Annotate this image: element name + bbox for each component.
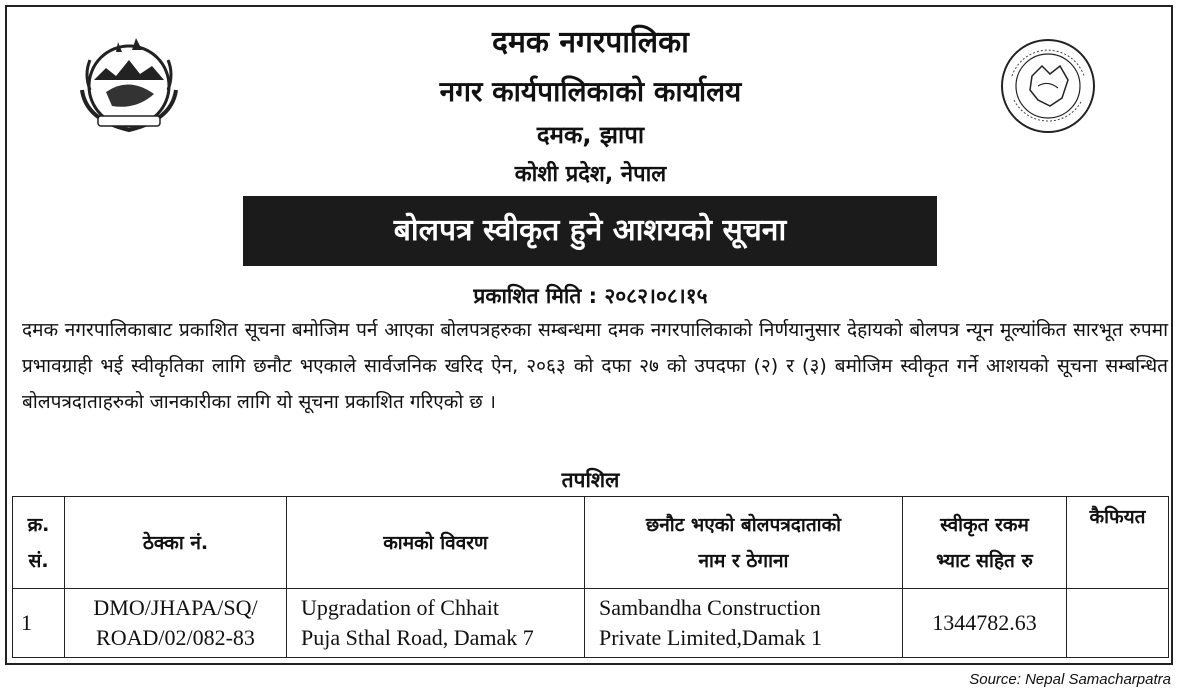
header-sn bbox=[13, 497, 65, 589]
header-bidder-line2: नाम र ठेगाना bbox=[698, 549, 789, 572]
cell-bidder-line1: Sambandha Construction bbox=[599, 595, 821, 620]
cell-description-line1: Upgradation of Chhait bbox=[301, 595, 499, 620]
cell-contract-no-line1: DMO/JHAPA/SQ/ bbox=[93, 595, 258, 620]
notice-body: दमक नगरपालिकाबाट प्रकाशित सूचना बमोजिम पर्न आएका बोलपत्रहरुका सम्बन्धमा दमक नगरपालिकाको निर्णयानुसार देहायको बोलपत्र न्यून मूल्यांकित सारभूत रुपमा प्रभावग्राही भई स्वीकृतिका लागि छनौट भएकाले सार्वजनिक खरिद ऐन, २०६३ को दफा २७ को उपदफा (२) र (३) बमोजिम स्वीकृत गर्ने आशयको सूचना सम्बन्धित बोलपत्रदाताहरुको जानकारीका लागि यो सूचना प्रकाशित गरिएको छ । bbox=[22, 319, 1168, 413]
source-credit: Source: Nepal Samacharpatra bbox=[969, 671, 1171, 688]
published-date: प्रकाशित मिति : २०८२।०८।१५ bbox=[473, 284, 708, 308]
header-bidder-line1: छनौट भएको बोलपत्रदाताको bbox=[645, 513, 842, 536]
header-contract-no: ठेक्का नं. bbox=[65, 497, 287, 589]
header-amount-line1: स्वीकृत रकम bbox=[940, 513, 1029, 536]
damak-municipality-seal-icon bbox=[998, 36, 1098, 136]
cell-contract-no-line2: ROAD/02/082-83 bbox=[96, 625, 255, 650]
cell-sn: 1 bbox=[13, 589, 65, 658]
cell-bidder-line2: Private Limited,Damak 1 bbox=[599, 625, 822, 650]
cell-amount: 1344782.63 bbox=[903, 589, 1067, 658]
cell-description bbox=[287, 589, 585, 658]
table-row bbox=[13, 589, 1169, 658]
notice-title: बोलपत्र स्वीकृत हुने आशयको सूचना bbox=[243, 196, 937, 266]
address-line: दमक, झापा bbox=[536, 121, 645, 149]
details-heading: तपशिल bbox=[561, 468, 620, 492]
header-amount bbox=[903, 497, 1067, 589]
header-sn-line1: क्र. bbox=[27, 513, 50, 536]
header-bidder bbox=[585, 497, 903, 589]
header-description: कामको विवरण bbox=[287, 497, 585, 589]
cell-remarks bbox=[1067, 589, 1169, 658]
cell-contract-no bbox=[65, 589, 287, 658]
table-header-row bbox=[13, 497, 1169, 589]
office-name: नगर कार्यपालिकाको कार्यालय bbox=[439, 75, 742, 108]
cell-description-line2: Puja Sthal Road, Damak 7 bbox=[301, 625, 534, 650]
cell-bidder bbox=[585, 589, 903, 658]
municipality-name: दमक नगरपालिका bbox=[492, 25, 689, 60]
province-line: कोशी प्रदेश, नेपाल bbox=[514, 162, 667, 187]
header-remarks: कैफियत bbox=[1067, 497, 1169, 589]
header-sn-line2: सं. bbox=[28, 549, 49, 572]
header-amount-line2: भ्याट सहित रु bbox=[936, 549, 1033, 572]
award-table bbox=[12, 496, 1169, 658]
